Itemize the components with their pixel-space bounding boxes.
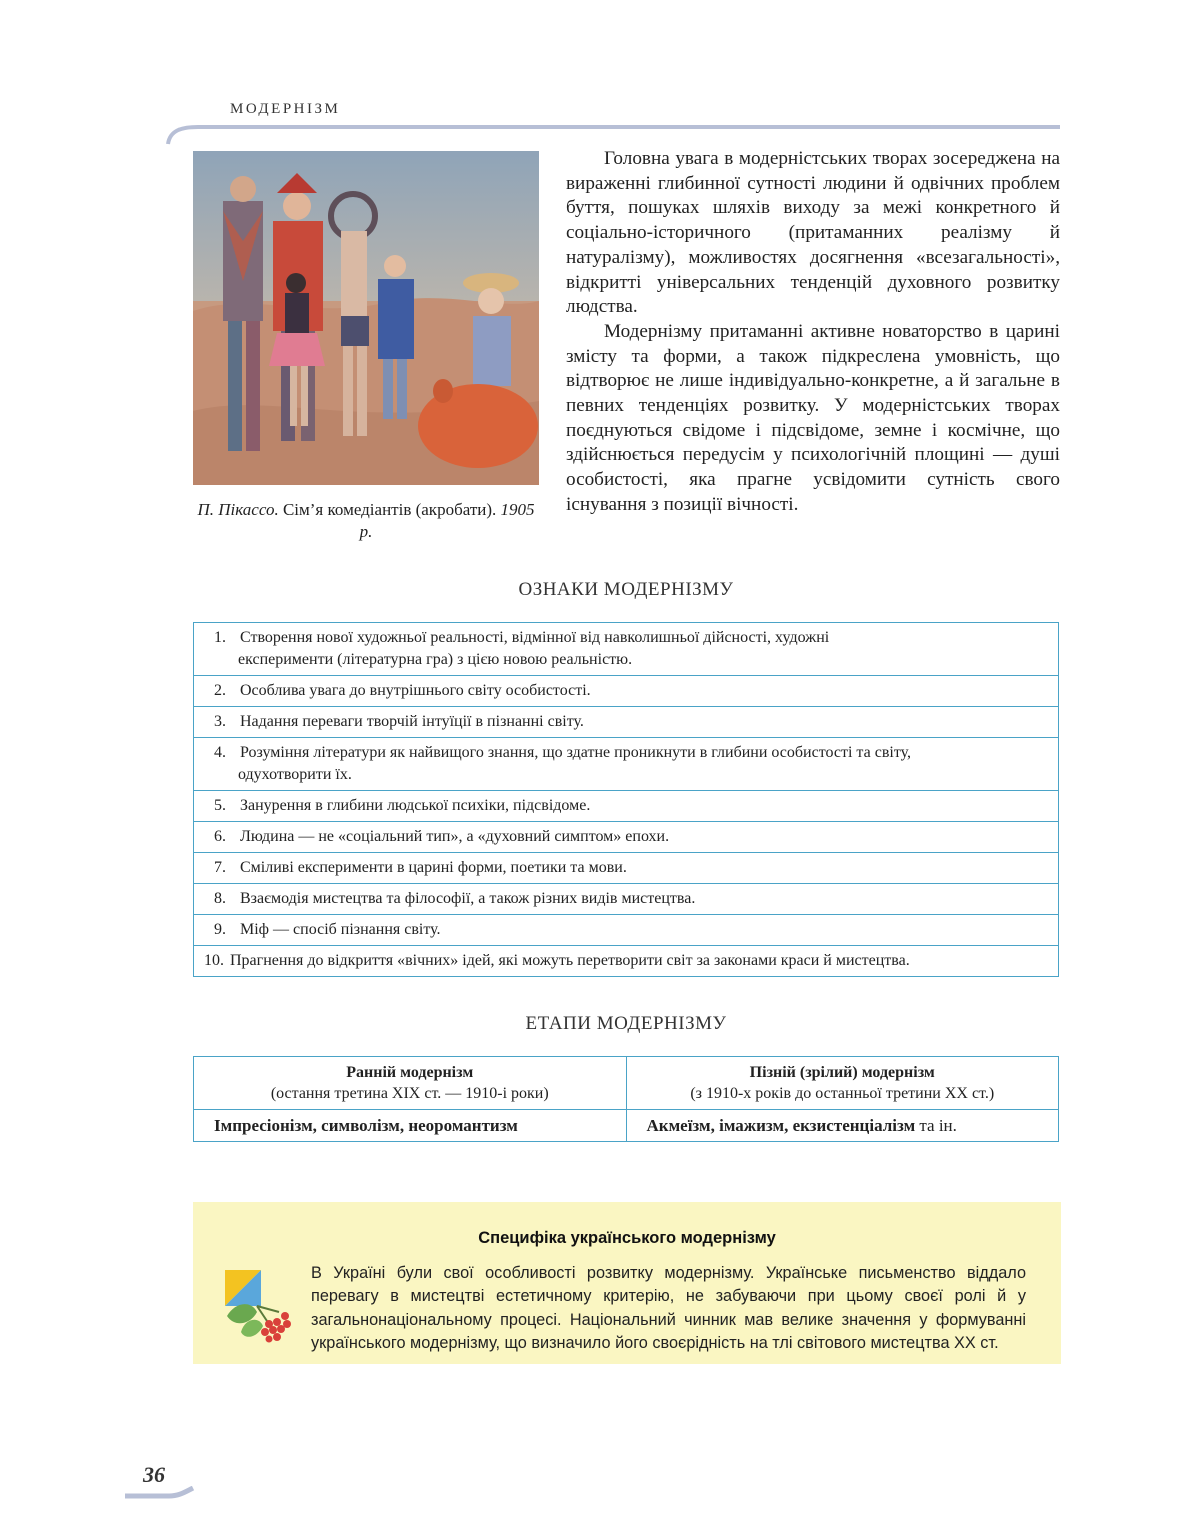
- feature-text: Людина — не «соціальний тип», а «духовний симптом» епохи.: [240, 828, 670, 845]
- running-head: МОДЕРНІЗМ: [230, 101, 341, 117]
- viburnum-icon: [221, 1266, 299, 1344]
- early-movements: [194, 1110, 627, 1142]
- stages-movements-row: [194, 1110, 1059, 1142]
- intro-paragraph-1: Головна увага в модерністських творах зосереджена на вираженні глибинної сутності людини й одвічних проблем буття, пошуках шляхів виходу за межі конкретного й соціально-історичного (притаманних реалізму й натуралізму), можливостях досягнення «всезагальності», відкритті універсальних тенденцій духовного розвитку людства.: [566, 148, 1060, 318]
- feature-row: [194, 822, 1059, 853]
- early-movements-text: Імпресіонізм, символізм, неоромантизм: [214, 1116, 518, 1135]
- feature-number: 2.: [214, 682, 226, 699]
- feature-text: Розуміння літератури як найвищого знання, що здатне проникнути в глибини особистості та світу,: [240, 744, 911, 761]
- feature-text: Особлива увага до внутрішнього світу особистості.: [240, 682, 591, 699]
- feature-number: 6.: [214, 828, 226, 845]
- feature-text: Прагнення до відкриття «вічних» ідей, які можуть перетворити світ за законами краси й мистецтва.: [230, 952, 910, 969]
- feature-cell: [194, 791, 1059, 822]
- feature-text: Взаємодія мистецтва та філософії, а також різних видів мистецтва.: [240, 890, 696, 907]
- features-title: ОЗНАКИ МОДЕРНІЗМУ: [518, 579, 734, 600]
- feature-number: 7.: [214, 859, 226, 876]
- intro-text: [566, 147, 1060, 518]
- late-movements-suffix: та ін.: [915, 1116, 957, 1135]
- feature-cell: [194, 915, 1059, 946]
- feature-cell: [194, 946, 1059, 977]
- late-modernism-header: [626, 1057, 1059, 1110]
- ukrainian-modernism-title: Специфіка українського модернізму: [478, 1229, 776, 1247]
- feature-row: [194, 623, 1059, 676]
- feature-number: 1.: [214, 629, 226, 646]
- features-table: [193, 622, 1059, 977]
- late-movements-text: Акмеїзм, імажизм, екзистенціалізм: [646, 1116, 916, 1135]
- header-rule: [160, 122, 1065, 146]
- painting-caption: [193, 499, 539, 543]
- ukrainian-modernism-box: [193, 1202, 1061, 1364]
- late-modernism-period: (з 1910-х років до останньої третини ХХ ст.): [690, 1085, 995, 1102]
- feature-row: [194, 791, 1059, 822]
- feature-number: 5.: [214, 797, 226, 814]
- early-modernism-name: Ранній модернізм: [346, 1064, 474, 1081]
- feature-number: 4.: [214, 744, 226, 761]
- late-movements: [626, 1110, 1059, 1142]
- caption-author: П. Пікассо.: [197, 500, 279, 519]
- footer-rule: [125, 1486, 197, 1500]
- feature-cell: [194, 676, 1059, 707]
- feature-row: [194, 676, 1059, 707]
- early-modernism-period: (остання третина ХІХ ст. — 1910-і роки): [270, 1085, 549, 1102]
- painting-image: [193, 151, 539, 485]
- early-modernism-header: [194, 1057, 627, 1110]
- feature-row: [194, 853, 1059, 884]
- feature-row: [194, 707, 1059, 738]
- feature-text-continued: одухотворити їх.: [238, 766, 352, 783]
- caption-year: 1905 р.: [359, 500, 535, 541]
- feature-number: 10.: [204, 952, 224, 969]
- stages-table: [193, 1056, 1059, 1142]
- feature-text: Міф — спосіб пізнання світу.: [240, 921, 441, 938]
- intro-paragraph-2: Модернізму притаманні активне новаторство в царині змісту та форми, а також підкреслена умовність, що відтворює не лише індивідуально-конкретне, а й загальне в певних тенденціях розвитку. У модерністських творах поєднуються свідоме і підсвідоме, земне і космічне, що здійснюється передусім у психологічній площині — душі особистості, яка прагне усвідомити сутність свого існування з позиції вічності.: [566, 320, 1060, 515]
- feature-row: [194, 738, 1059, 791]
- feature-number: 9.: [214, 921, 226, 938]
- feature-cell: [194, 738, 1059, 791]
- feature-text: Сміливі експерименти в царині форми, поетики та мови.: [240, 859, 627, 876]
- stages-title: ЕТАПИ МОДЕРНІЗМУ: [525, 1013, 727, 1034]
- feature-cell: [194, 707, 1059, 738]
- ukrainian-modernism-text: В Україні були свої особливості розвитку модернізму. Українське письменство віддало перевагу в мистецтві естетичному критерію, не забуваючи при цьому своєї ролі й у загальнонаціональному процесі. Національний чинник мав велике значення у формуванні українського модернізму, що визначило його своєрідність на тлі світового мистецтва ХХ ст.: [311, 1264, 1026, 1352]
- feature-text: Надання переваги творчій інтуїції в пізнанні світу.: [240, 713, 584, 730]
- feature-row: [194, 884, 1059, 915]
- feature-text: Занурення в глибини людської психіки, підсвідоме.: [240, 797, 591, 814]
- feature-text-continued: експерименти (літературна гра) з цією новою реальністю.: [238, 651, 633, 668]
- feature-text: Створення нової художньої реальності, відмінної від навколишньої дійсності, художні: [240, 629, 830, 646]
- feature-cell: [194, 853, 1059, 884]
- feature-row: [194, 915, 1059, 946]
- late-modernism-name: Пізній (зрілий) модернізм: [749, 1064, 935, 1081]
- caption-title: Сім’я комедіантів (акробати).: [282, 500, 497, 519]
- stages-header-row: [194, 1057, 1059, 1110]
- feature-cell: [194, 884, 1059, 915]
- page-number: 36: [143, 1462, 165, 1487]
- feature-cell: [194, 623, 1059, 676]
- feature-number: 8.: [214, 890, 226, 907]
- feature-cell: [194, 822, 1059, 853]
- feature-row: [194, 946, 1059, 977]
- feature-number: 3.: [214, 713, 226, 730]
